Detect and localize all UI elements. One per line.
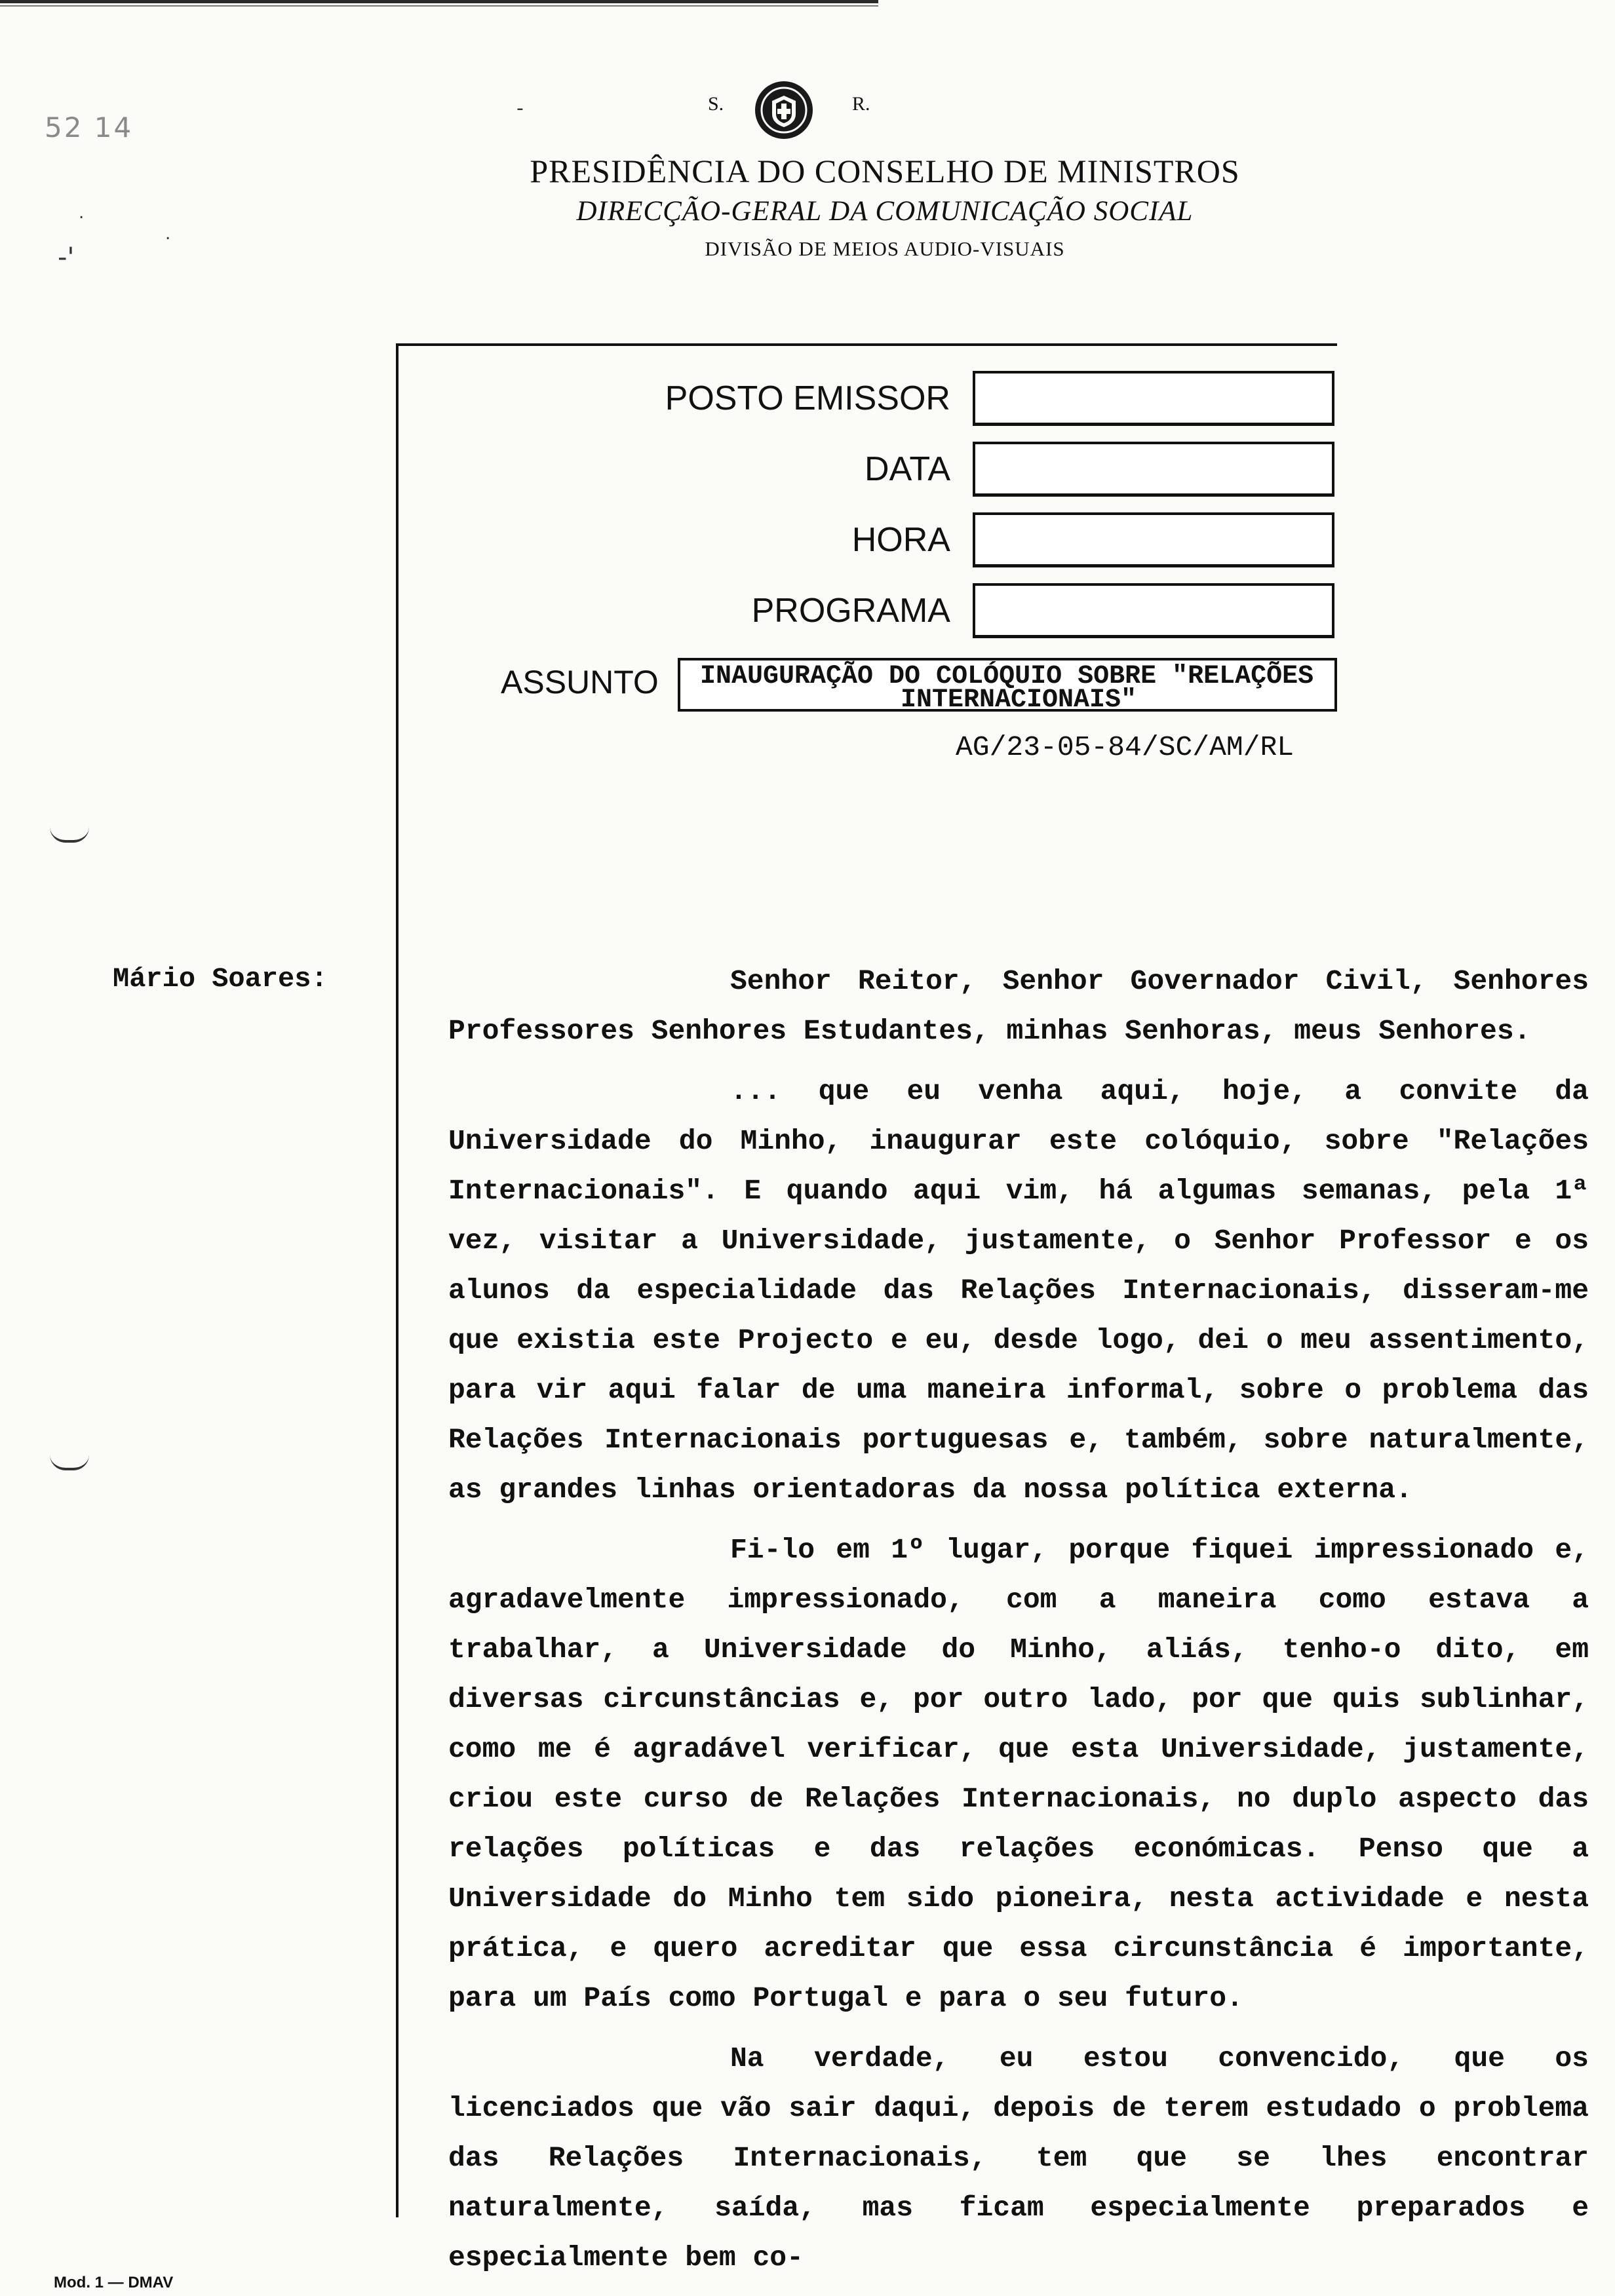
assunto-line-1: INAUGURAÇÃO DO COLÓQUIO SOBRE "RELAÇÕES — [700, 662, 1314, 691]
coat-of-arms-icon — [751, 77, 817, 143]
crest-right-letter: R. — [852, 93, 870, 115]
letterhead-crest — [695, 77, 891, 143]
letterhead-division: DIVISÃO DE MEIOS AUDIO-VISUAIS — [705, 237, 1065, 260]
paragraph: Fi-lo em 1º lugar, porque fiquei impressionado e, agradavelmente impressionado, com a maneira como estava a trabalhar, a Universidade do Minho, aliás, tenho-o dito, em diversas circunstâncias e, por outro lado, por que quis sublinhar, como me é agradável verificar, que esta Universidade, justamente, criou este curso de Relações Internacionais, no duplo aspecto das relações políticas e das relações económicas. Penso que a Universidade do Minho tem sido pioneira, nesta actividade e nesta prática, e quero acreditar que essa circunstância é importante, para um País como Portugal e para o seu futuro. — [448, 1534, 1589, 2014]
paragraph: ... que eu venha aqui, hoje, a convite da Universidade do Minho, inaugurar este colóquio, sobre "Relações Internacionais". E quando aqui vim, há algumas semanas, pela 1ª vez, visitar a Universidade, justamente, o Senhor Professor e os alunos da especialidade das Relações Internacionais, disseram-me que existia este Projecto e eu, desde logo, dei o meu assentimento, para vir aqui falar de uma maneira informal, sobre o problema das Relações Internacionais portuguesas e, também, sobre naturalmente, as grandes linhas orientadoras da nossa política externa. — [448, 1075, 1589, 1506]
letterhead-organization: PRESIDÊNCIA DO CONSELHO DE MINISTROS — [530, 153, 1240, 189]
transcript-body — [448, 957, 1589, 2293]
posto-emissor-field — [973, 371, 1334, 426]
hora-label: HORA — [851, 521, 950, 559]
letterhead-directorate: DIRECÇÃO-GERAL DA COMUNICAÇÃO SOCIAL — [576, 196, 1194, 227]
paragraph: Na verdade, eu estou convencido, que os licenciados que vão sair daqui, depois de terem estudado o problema das Relações Internacionais, tem que se lhes encontrar naturalmente, saída, mas ficam especialmente preparados e especialmente bem co- — [448, 2042, 1589, 2274]
form-model-code: Mod. 1 — DMAV — [54, 2274, 174, 2291]
data-field — [973, 442, 1334, 497]
stray-mark: . — [79, 203, 85, 223]
programa-field — [973, 583, 1334, 638]
paragraph: Senhor Reitor, Senhor Governador Civil, Senhores Professores Senhores Estudantes, minhas Senhoras, meus Senhores. — [448, 965, 1589, 1047]
assunto-line-2: INTERNACIONAIS" — [901, 685, 1137, 715]
hora-field — [973, 512, 1334, 567]
stray-mark: . — [165, 224, 171, 244]
document-reference: AG/23-05-84/SC/AM/RL — [956, 731, 1294, 763]
stray-mark: -' — [58, 242, 75, 273]
programa-label: PROGRAMA — [751, 592, 950, 630]
assunto-label: ASSUNTO — [501, 664, 659, 700]
margin-pencil-mark — [50, 1455, 89, 1470]
form-frame-top — [396, 343, 1337, 346]
archive-stamp-number: 52 14 — [45, 111, 134, 144]
posto-emissor-label: POSTO EMISSOR — [665, 379, 950, 417]
assunto-field — [678, 658, 1337, 715]
speaker-name: Mário Soares: — [113, 963, 328, 995]
top-rule — [0, 0, 878, 3]
stray-mark: - — [516, 97, 524, 120]
data-label: DATA — [865, 450, 950, 488]
margin-pencil-mark — [50, 827, 89, 843]
crest-left-letter: S. — [708, 93, 724, 115]
top-rule-secondary — [0, 5, 878, 7]
